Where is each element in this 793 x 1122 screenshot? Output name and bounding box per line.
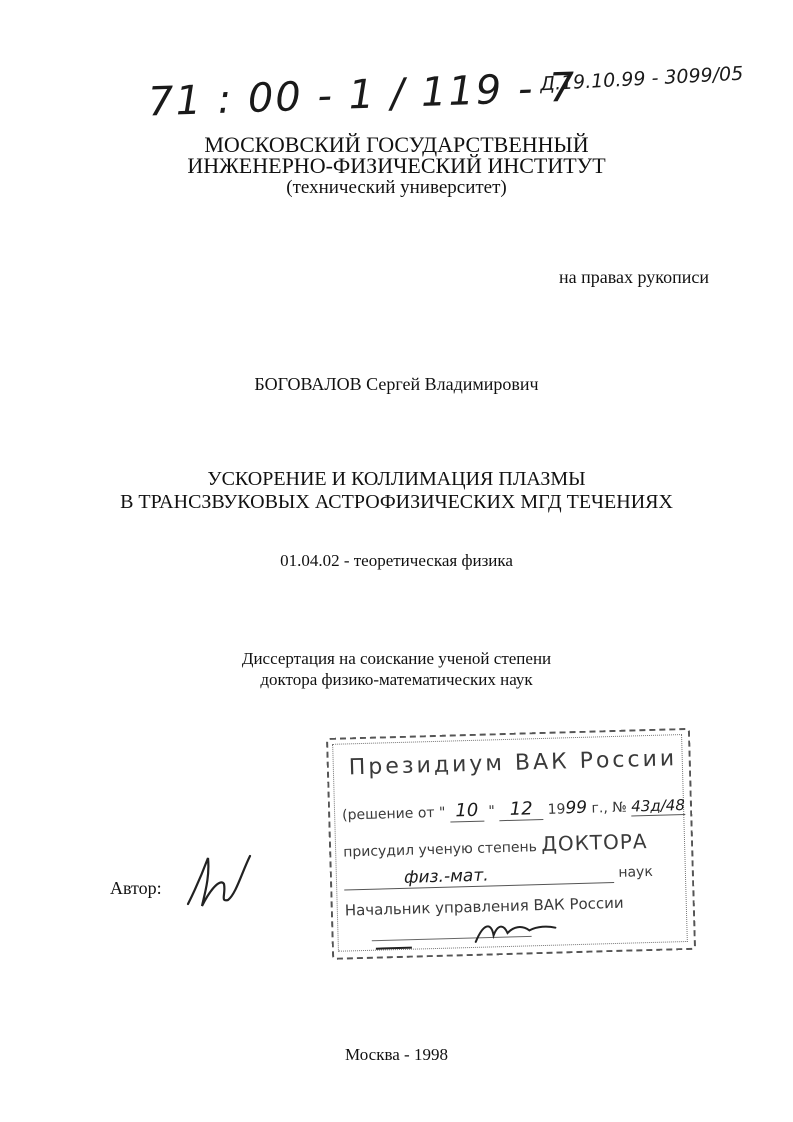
stamp-signature-icon <box>371 913 572 953</box>
vak-approval-stamp <box>326 728 698 962</box>
stamp-org: Президиум ВАК России <box>348 746 678 781</box>
stamp-number-label: г., № <box>591 799 628 817</box>
author-label: Автор: <box>110 878 162 898</box>
institute-subtitle: (технический университет) <box>286 177 507 198</box>
institute-name-line2: ИНЖЕНЕРНО-ФИЗИЧЕСКИЙ ИНСТИТУТ <box>187 153 606 178</box>
author-name: БОГОВАЛОВ Сергей Владимирович <box>254 374 539 394</box>
stamp-awarded: присудил ученую степень <box>342 839 538 861</box>
stamp-number: 43д/48 <box>631 796 686 816</box>
registration-code: Д.19.10.99 - 3099/05 <box>539 62 744 96</box>
dissertation-title-line1: УСКОРЕНИЕ И КОЛЛИМАЦИЯ ПЛАЗМЫ <box>207 468 586 490</box>
institute-name-line1: МОСКОВСКИЙ ГОСУДАРСТВЕННЫЙ <box>204 132 589 157</box>
stamp-head: Начальник управления ВАК России <box>344 893 624 920</box>
rights-note: на правах рукописи <box>559 267 709 287</box>
degree-line1: Диссертация на соискание ученой степени <box>241 649 552 668</box>
stamp-year: 99 <box>565 797 588 819</box>
stamp-field: физ.-мат. <box>344 862 614 891</box>
archive-code: 71 : 00 - 1 / 119 - 7 <box>147 64 578 126</box>
signature-icon <box>180 848 260 910</box>
stamp-sciences: наук <box>618 863 654 881</box>
degree-line2: доктора физико-математических наук <box>260 670 533 689</box>
stamp-day-quote: " <box>488 803 496 820</box>
stamp-degree: ДОКТОРА <box>540 829 648 857</box>
stamp-year-prefix: 19 <box>547 801 566 818</box>
stamp-day: 10 <box>450 800 485 823</box>
dissertation-title-line2: В ТРАНСЗВУКОВЫХ АСТРОФИЗИЧЕСКИХ МГД ТЕЧЕНИЯХ <box>120 491 673 513</box>
stamp-month: 12 <box>499 798 544 821</box>
specialty: 01.04.02 - теоретическая физика <box>280 551 513 570</box>
city-year: Москва - 1998 <box>345 1045 448 1064</box>
stamp-decision-prefix: (решение от " <box>341 804 446 824</box>
